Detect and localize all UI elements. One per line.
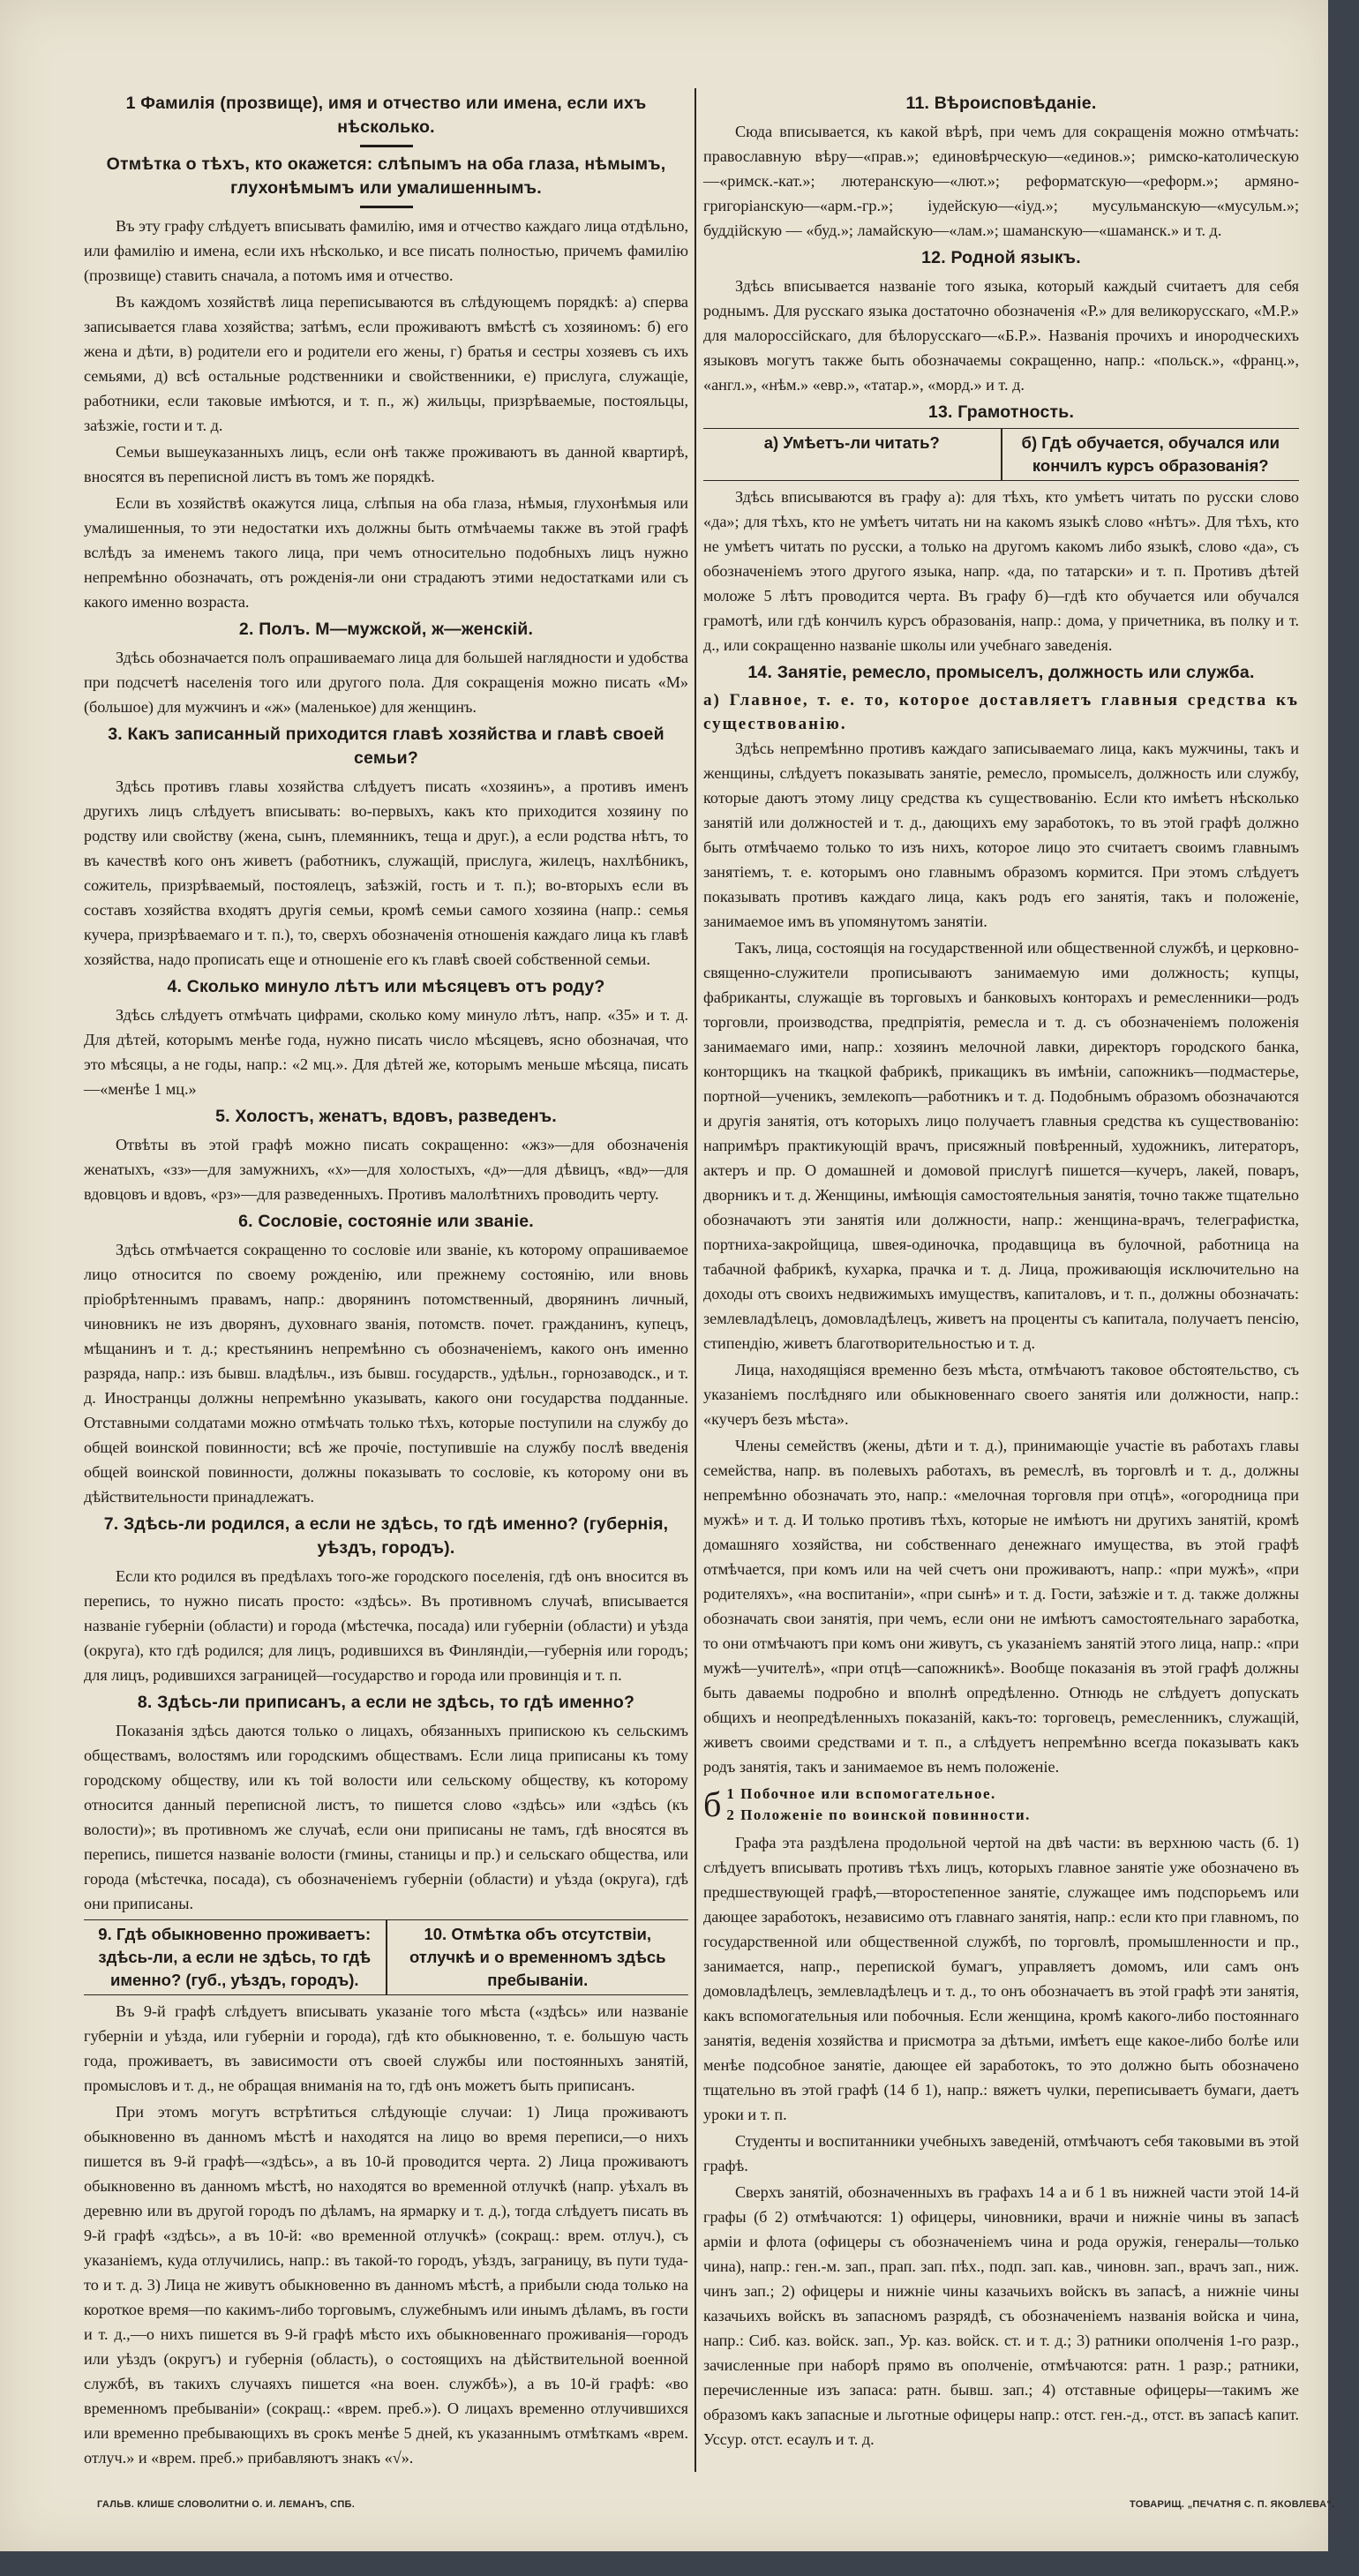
paragraph: Здѣсь вписываются въ графу а): для тѣхъ, кто умѣетъ читать по русски слово «да»; для тѣхъ, кто не умѣетъ читать ни на какомъ языкѣ слово «нѣтъ». Для тѣхъ, кто не умѣетъ читать по русски, а только на другомъ какомъ либо языкѣ, слово «да», съ обозначеніемъ этого другого языка, напр. «да, по татарски» и т. п. Противъ дѣтей моложе 5 лѣтъ проводится черта. Въ графу б)—гдѣ кто обучается или обучался грамотѣ, или гдѣ кончилъ курсъ образованія, напр.: дома, у причетника, въ полку и т. д., или сокращенно названіе школы или учебнаго заведенія. xyxy=(703,488,1299,654)
paragraph: Семьи вышеуказанныхъ лицъ, если онѣ также проживаютъ въ данной квартирѣ, вносятся въ переписной листъ въ томъ же порядкѣ. xyxy=(84,443,688,485)
section-heading: 12. Родной языкъ. xyxy=(921,248,1081,267)
brace-heading xyxy=(703,1783,1299,1827)
heading-rule xyxy=(360,145,413,147)
paragraph: Въ каждомъ хозяйствѣ лица переписываются въ слѣдующемъ порядкѣ: а) сперва записывается глава хозяйства; затѣмъ, если проживаютъ вмѣстѣ съ хозяиномъ: б) его жена и дѣти, в) родители его и родители его жены, г) братья и сестры хозяевъ съ ихъ семьями, д) всѣ остальные родственники и свойственники, е) прислуга, служащіе, работники, если таковые имѣются, и т. п., ж) жильцы, призрѣваемые, постояльцы, заѣзжіе, гости и т. д. xyxy=(84,293,688,434)
brace-lines xyxy=(726,1784,1031,1826)
paragraph: Графа эта раздѣлена продольной чертой на двѣ части: въ верхнюю часть (б. 1) слѣдуетъ вписывать противъ тѣхъ лицъ, которыхъ главное занятіе уже обозначено въ предшествующей графѣ,—второстепенное занятіе, служащее имъ подспорьемъ или дающее заработокъ, независимо отъ главнаго занятія, напр.: если кто при главномъ, по государственной или общественной службѣ, по торговлѣ, промышленности и пр., занимается, напр., перепиской бумагъ, управляетъ домомъ, или самъ онъ домовладѣлецъ, землевладѣлецъ и т. д., то онъ обозначаетъ въ этой графѣ эти занятія, какъ вспомогательныя или побочныя. Если женщина, кромѣ какого-либо постояннаго занятія, веденія хозяйства и присмотра за дѣтьми, имѣетъ еще какое-либо болѣе или менѣе подсобное занятіе, дающее ей заработокъ, то это должно быть обозначено тщательно въ этой графѣ (14 б 1), напр.: вяжетъ чулки, переписываетъ бумаги, даетъ уроки и т. п. xyxy=(703,1834,1299,2123)
section-heading: 6. Сословіе, состояніе или званіе. xyxy=(238,1212,534,1231)
split-heading-left: а) Умѣетъ-ли читать? xyxy=(703,429,1002,480)
section-heading: 3. Какъ записанный приходится главѣ хозяйства и главѣ своей семьи? xyxy=(108,725,664,768)
section-heading: 2. Полъ. М—мужской, ж—женскій. xyxy=(238,620,534,639)
paragraph: Если въ хозяйствѣ окажутся лица, слѣпыя на оба глаза, нѣмыя, глухонѣмыя или умалишенныя, то эти недостатки ихъ должны быть отмѣчаемы также въ этой графѣ вслѣдъ за именемъ такого лица, при чемъ относительно подобныхъ лицъ нужно непремѣнно обозначать, отъ рожденія-ли они страдаютъ этими недостатками или съ какого именно возраста. xyxy=(84,494,688,611)
split-column-heading xyxy=(703,428,1299,481)
paragraph: Лица, находящіяся временно безъ мѣста, отмѣчаютъ таковое обстоятельство, съ указаніемъ послѣдняго или обыкновеннаго своего занятія или должности, напр.: «кучеръ безъ мѣста». xyxy=(703,1361,1299,1428)
right-column xyxy=(703,88,1299,2453)
split-heading-right: б) Гдѣ обучается, обучался или кончилъ курсъ образованія? xyxy=(1021,433,1280,475)
brace-mark: б xyxy=(703,1784,722,1824)
section-heading: Отмѣтка о тѣхъ, кто окажется: слѣпымъ на оба глаза, нѣмымъ, глухонѣмымъ или умалишеннымъ. xyxy=(106,154,666,198)
footer-printer-left: ГАЛЬВ. КЛИШЕ СЛОВОЛИТНИ О. И. ЛЕМАНЪ, СПБ. xyxy=(97,2499,356,2510)
paragraph: Сверхъ занятій, обозначенныхъ въ графахъ 14 а и б 1 въ нижней части этой 14-й графы (б 2) отмѣчаются: 1) офицеры, чиновники, врачи и нижніе чины въ запасѣ арміи и флота (офицеры съ обозначеніемъ чина и рода оружія, генералы—только чина), напр.: ген.-м. зап., прап. зап. пѣх., подп. зап. кав., чиновн. зап., врачъ зап., ниж. чинъ зап.; 2) офицеры и нижніе чины казачьихъ войскъ въ запасѣ, а нижніе чины казачьихъ войскъ въ запасномъ разрядѣ, съ обозначеніемъ названія войска и чина, напр.: Сиб. каз. войск. зап., Ур. каз. войск. ст. и т. д.; 3) ратники ополченія 1-го разр., зачисленные при наборѣ прямо въ ополченіе, отмѣчаются: ратн. 1 разр.; ратники, перечисленные изъ запаса: ратн. бывш. зап.; 4) отставные офицеры—такимъ же образомъ какъ запасные и льготные офицеры напр.: отст. ген.-д., отст. въ запасѣ капит. Уссур. отст. есаулъ и т. д. xyxy=(703,2183,1299,2448)
paragraph: Въ 9-й графѣ слѣдуетъ вписывать указаніе того мѣста («здѣсь» или названіе губерніи и уѣзда, или губерніи и города), гдѣ кто обыкновенно, т. е. большую часть года, проживаетъ, въ зависимости отъ своей службы или постоянныхъ занятій, промысловъ и т. д., не обращая вниманія на то, гдѣ онъ можетъ быть приписанъ. xyxy=(84,2002,688,2094)
split-heading-left: 9. Гдѣ обыкновенно проживаетъ: здѣсь-ли, а если не здѣсь, то гдѣ именно? (губ., уѣздъ, городъ). xyxy=(84,1920,387,1994)
split-heading-right: 10. Отмѣтка объ отсутствіи, отлучкѣ и о временномъ здѣсь пребываніи. xyxy=(409,1925,666,1989)
paragraph: Здѣсь обозначается полъ опрашиваемаго лица для большей наглядности и удобства при подсчетѣ населенія того или другого пола. Для сокращенія можно писать «М» (большое) для мужчинъ и «ж» (маленькое) для женщинъ. xyxy=(84,649,688,716)
paragraph: Здѣсь слѣдуетъ отмѣчать цифрами, сколько кому минуло лѣтъ, напр. «35» и т. д. Для дѣтей, которымъ менѣе года, нужно писать число мѣсяцевъ, ясно обозначая, что это мѣсяцы, а не годы, напр.: «2 мц.». Для дѣтей же, которымъ меньше мѣсяца, писать—«менѣе 1 мц.» xyxy=(84,1006,688,1098)
paragraph: Такъ, лица, состоящія на государственной или общественной службѣ, и церковно-священно-служители прописываютъ занимаемую ими должность; купцы, фабриканты, служащіе въ торговыхъ и банковыхъ конторахъ и ремесленники—родъ торговли, производства, предпріятія, ремесла и т. д. съ обозначеніемъ положенія занимаемаго ими, напр.: хозяинъ мелочной лавки, директоръ городского банка, конторщикъ на ткацкой фабрикѣ, прикащикъ въ имѣніи, сапожникъ—подмастерье, портной—ученикъ, землекопъ—работникъ и т. д. Подобнымъ образомъ обозначаются и другія занятія, отъ которыхъ лицо получаетъ главныя средства къ существованію: напримѣръ практикующій врачъ, присяжный повѣренный, художникъ, литераторъ, актеръ и пр. О домашней и домовой прислугѣ пишется—кучеръ, лакей, поваръ, дворникъ и т. д. Женщины, имѣющія самостоятельныя занятія, точно также тщательно обозначаютъ эти занятія или должности, напр.: женщина-врачъ, телеграфистка, портниха-закройщица, швея-одиночка, продавщица въ булочной, работница на табачной фабрикѣ, кухарка, прачка и т. д. Лица, проживающія исключительно на доходы отъ своихъ недвижимыхъ имуществъ, капиталовъ, и т. п., должны обозначать: землевладѣлецъ, домовладѣлецъ, живетъ на проценты съ капитала, получаетъ пенсію, стипендію, живетъ благотворительностью и т. д. xyxy=(703,939,1299,1352)
brace-line: 1 Побочное или вспомогательное. xyxy=(726,1785,996,1802)
paragraph: Члены семействъ (жены, дѣти и т. д.), принимающіе участіе въ работахъ главы семейства, напр. въ полевыхъ работахъ, въ ремеслѣ, въ торговлѣ и т. д., должны непремѣнно обозначать это, напр.: «мелочная торговля при отцѣ», «огородница при мужѣ» и т. д. И только противъ тѣхъ, которые не имѣютъ ни другихъ занятій, кромѣ домашняго хозяйства, ни собственнаго денежнаго имущества, въ этой графѣ отмѣчается, при комъ или на чей счетъ они проживаютъ, напр.: «при мужѣ», «при родителяхъ», «на воспитаніи», «при сынѣ» и т. д. Гости, заѣзжіе и т. д. также должны обозначать свои занятія, при чемъ, если они не имѣютъ самостоятельнаго заработка, то они отмѣчаютъ при комъ они живутъ, съ указаніемъ занятій этого лица, напр.: «при мужѣ—учителѣ», «при отцѣ—сапожникѣ». Вообще показанія въ этой графѣ должны быть даваемы подробно и вполнѣ опредѣленно. Отнюдь не слѣдуетъ допускать общихъ и неопредѣленныхъ показаній, какъ-то: торговецъ, ремесленникъ, служащій, живетъ своими средствами и т. п., а слѣдуетъ непремѣнно всегда показывать какъ родъ занятія, такъ и занимаемое въ немъ положеніе. xyxy=(703,1437,1299,1776)
paragraph: Здѣсь противъ главы хозяйства слѣдуетъ писать «хозяинъ», а противъ именъ другихъ лицъ слѣдуетъ вписывать: во-первыхъ, какъ кто приходится хозяину по родству или свойству (жена, сынъ, племянникъ, теща и друг.), а если родства нѣтъ, то въ качествѣ кого онъ живетъ (работникъ, служащій, прислуга, жилецъ, нахлѣбникъ, сожитель, призрѣваемый, постоялецъ, заѣзжій, гость и т. п.); во-вторыхъ если въ составъ хозяйства входятъ другія семьи, кромѣ семьи самого хозяина (напр.: семья кучера, призрѣваемаго и т. п.), то, сверхъ обозначенія отношенія каждаго лица къ главѣ хозяйства, надо прописать еще и отношеніе его къ главѣ своей собственной семьи. xyxy=(84,777,688,968)
section-heading: 4. Сколько минуло лѣтъ или мѣсяцевъ отъ роду? xyxy=(167,977,605,996)
section-heading: 11. Вѣроисповѣданіе. xyxy=(905,94,1097,113)
column-divider xyxy=(695,88,696,2472)
paragraph: Сюда вписывается, къ какой вѣрѣ, при чемъ для сокращенія можно отмѣчать: православную вѣру—«прав.»; единовѣрческую—«единов.»; римско-католическую—«римск.-кат.»; лютеранскую—«лют.»; реформатскую—«реформ.»; армяно-григоріанскую—«арм.-гр.»; іудейскую—«іуд.»; мусульманскую—«мусульм.»; буддійскую — «буд.»; ламайскую—«лам.»; шаманскую—«шаманск.» и т. д. xyxy=(703,123,1299,239)
section-heading: 1 Фамилія (прозвище), имя и отчество или имена, если ихъ нѣсколько. xyxy=(125,94,647,137)
paragraph: Студенты и воспитанники учебныхъ заведеній, отмѣчаютъ себя таковыми въ этой графѣ. xyxy=(703,2132,1299,2174)
section-heading: 14. Занятіе, ремесло, промыселъ, должность или служба. xyxy=(747,663,1255,682)
paragraph: Если кто родился въ предѣлахъ того-же городского поселенія, гдѣ онъ вносится въ перепись, то нужно писать просто: «здѣсь». Въ противномъ случаѣ, вписывается названіе губерніи (области) и города (мѣстечка, посада) или губерніи (области) и уѣзда (округа), кто гдѣ родился; для лицъ, родившихся въ Финляндіи,—губернія или городъ; для лицъ, родившихся заграницей—государство и города или провинція и т. п. xyxy=(84,1567,688,1684)
paragraph: Въ эту графу слѣдуетъ вписывать фамилію, имя и отчество каждаго лица отдѣльно, или фамилію и имена, если ихъ нѣсколько, и все писать полностью, причемъ фамилію (прозвище) ставить сначала, а потомъ имя и отчество. xyxy=(84,217,688,284)
heading-rule xyxy=(360,206,413,208)
brace-line: 2 Положеніе по воинской повинности. xyxy=(726,1806,1031,1823)
paragraph: При этомъ могутъ встрѣтиться слѣдующіе случаи: 1) Лица проживаютъ обыкновенно въ данномъ мѣстѣ и находятся на лицо во время переписи,—о нихъ пишется въ 9-й графѣ—«здѣсь», а въ 10-й проводится черта. 2) Лица проживаютъ обыкновенно въ данномъ мѣстѣ, но находятся во временной отлучкѣ (напр. уѣхалъ въ деревню или въ другой городъ по дѣламъ, на ярмарку и т. д.), тогда слѣдуетъ писать въ 9-й графѣ «здѣсь», а въ 10-й: «во временной отлучкѣ» (сокращ.: врем. отлуч.), съ указаніемъ, куда отлучились, напр.: въ такой-то городъ, уѣздъ, заграницу, въ пути туда-то и т. д. 3) Лица не живутъ обыкновенно въ данномъ мѣстѣ, а прибыли сюда только на короткое время—по какимъ-либо торговымъ, служебнымъ или инымъ дѣламъ, въ гости и т. д.,—о нихъ пишется въ 9-й графѣ мѣсто ихъ обыкновеннаго проживанія—городъ или уѣздъ (округъ) и губернія (область), о состоящихъ на дѣйствительной военной службѣ, въ такихъ случаяхъ пишется «на воен. службѣ»), а въ 10-й графѣ: «во временномъ пребываніи» (сокращ.: «врем. преб.»). О лицахъ временно отлучившихся или временно пребывающихъ въ срокъ менѣе 5 дней, къ указаннымъ отмѣткамъ «врем. отлуч.» и «врем. преб.» прибавляютъ знакъ «√». xyxy=(84,2103,688,2467)
section-heading: 5. Холостъ, женатъ, вдовъ, разведенъ. xyxy=(215,1107,557,1126)
split-column-heading xyxy=(84,1919,688,1995)
section-heading: 7. Здѣсь-ли родился, а если не здѣсь, то гдѣ именно? (губернія, уѣздъ, городъ). xyxy=(103,1514,669,1558)
subsection-heading: а) Главное, т. е. то, которое доставляетъ главныя средства къ существованію. xyxy=(703,691,1299,733)
footer-printer-right: ТОВАРИЩ. „ПЕЧАТНЯ С. П. ЯКОВЛЕВА“. xyxy=(1130,2499,1335,2510)
section-heading: 8. Здѣсь-ли приписанъ, а если не здѣсь, то гдѣ именно? xyxy=(137,1693,635,1712)
paragraph: Здѣсь непремѣнно противъ каждаго записываемаго лица, какъ мужчины, такъ и женщины, слѣдуетъ показывать занятіе, ремесло, промыселъ, должность или службу, которые даютъ этому лицу средства къ существованію. Если кто имѣетъ нѣсколько занятій или должностей и т. д., дающихъ ему заработокъ, то въ этой графѣ должно быть отмѣчаемо только то изъ нихъ, которое лицо это считаетъ своимъ главнымъ занятіемъ, т. е. которымъ оно главнымъ образомъ кормится. При этомъ слѣдуетъ показывать противъ каждаго лица, какъ родъ его занятія, такъ и положеніе, занимаемое имъ въ упомянутомъ занятіи. xyxy=(703,740,1299,930)
paragraph: Здѣсь отмѣчается сокращенно то сословіе или званіе, къ которому опрашиваемое лицо относится по своему рожденію, или прежнему состоянію, или вновь пріобрѣтеннымъ правамъ, напр.: дворянинъ потомственный, дворянинъ личный, чиновникъ не изъ дворянъ, духовнаго званія, потомств. почет. гражданинъ, купецъ, мѣщанинъ и т. д.; крестьянинъ непремѣнно съ обозначеніемъ, какого онъ именно разряда, напр.: изъ бывш. владѣльч., изъ бывш. государств., удѣльн., горнозаводск., и т. д. Иностранцы должны непремѣнно указывать, какого они государства подданные. Отставными солдатами можно отмѣчать только тѣхъ, которые поступили на службу до общей воинской повинности; всѣ же прочіе, поступившіе на службу послѣ введенія общей воинской повинности, должны показывать то сословіе, къ которому они въ дѣйствительности принадлежатъ. xyxy=(84,1241,688,1506)
paragraph: Показанія здѣсь даются только о лицахъ, обязанныхъ припискою къ сельскимъ обществамъ, волостямъ или городскимъ обществамъ. Если лица приписаны къ тому городскому обществу, или къ той волости или сельскому обществу, къ которому относится данный переписной листъ, то пишется слово «здѣсь» или «здѣсь (къ волости)»; въ противномъ же случаѣ, если они приписаны не тамъ, гдѣ вносятся въ перепись, пишется названіе волости (гмины, станицы и пр.) и сельскаго общества, или города (мѣстечка, посада), съ обозначеніемъ губерніи (области) и уѣзда (округа), гдѣ они приписаны. xyxy=(84,1722,688,1912)
section-heading: 13. Грамотность. xyxy=(927,402,1075,422)
paragraph: Отвѣты въ этой графѣ можно писать сокращенно: «жз»—для обозначенія женатыхъ, «зз»—для замужнихъ, «х»—для холостыхъ, «д»—для дѣвицъ, «вд»—для вдовцовъ и вдовъ, «рз»—для разведенныхъ. Противъ малолѣтнихъ проводить черту. xyxy=(84,1136,688,1203)
paragraph: Здѣсь вписывается названіе того языка, который каждый считаетъ для себя роднымъ. Для русскаго языка достаточно обозначенія «Р.» для великорусскаго, «М.Р.» для малороссійскаго, для бѣлорусскаго—«Б.Р.». Названія прочихъ и инородческихъ языковъ могутъ также быть обозначаемы сокращенно, напр.: «польск.», «франц.», «англ.», «нѣм.» «евр.», «татар.», «морд.» и т. д. xyxy=(703,277,1299,394)
left-column xyxy=(84,88,688,2472)
